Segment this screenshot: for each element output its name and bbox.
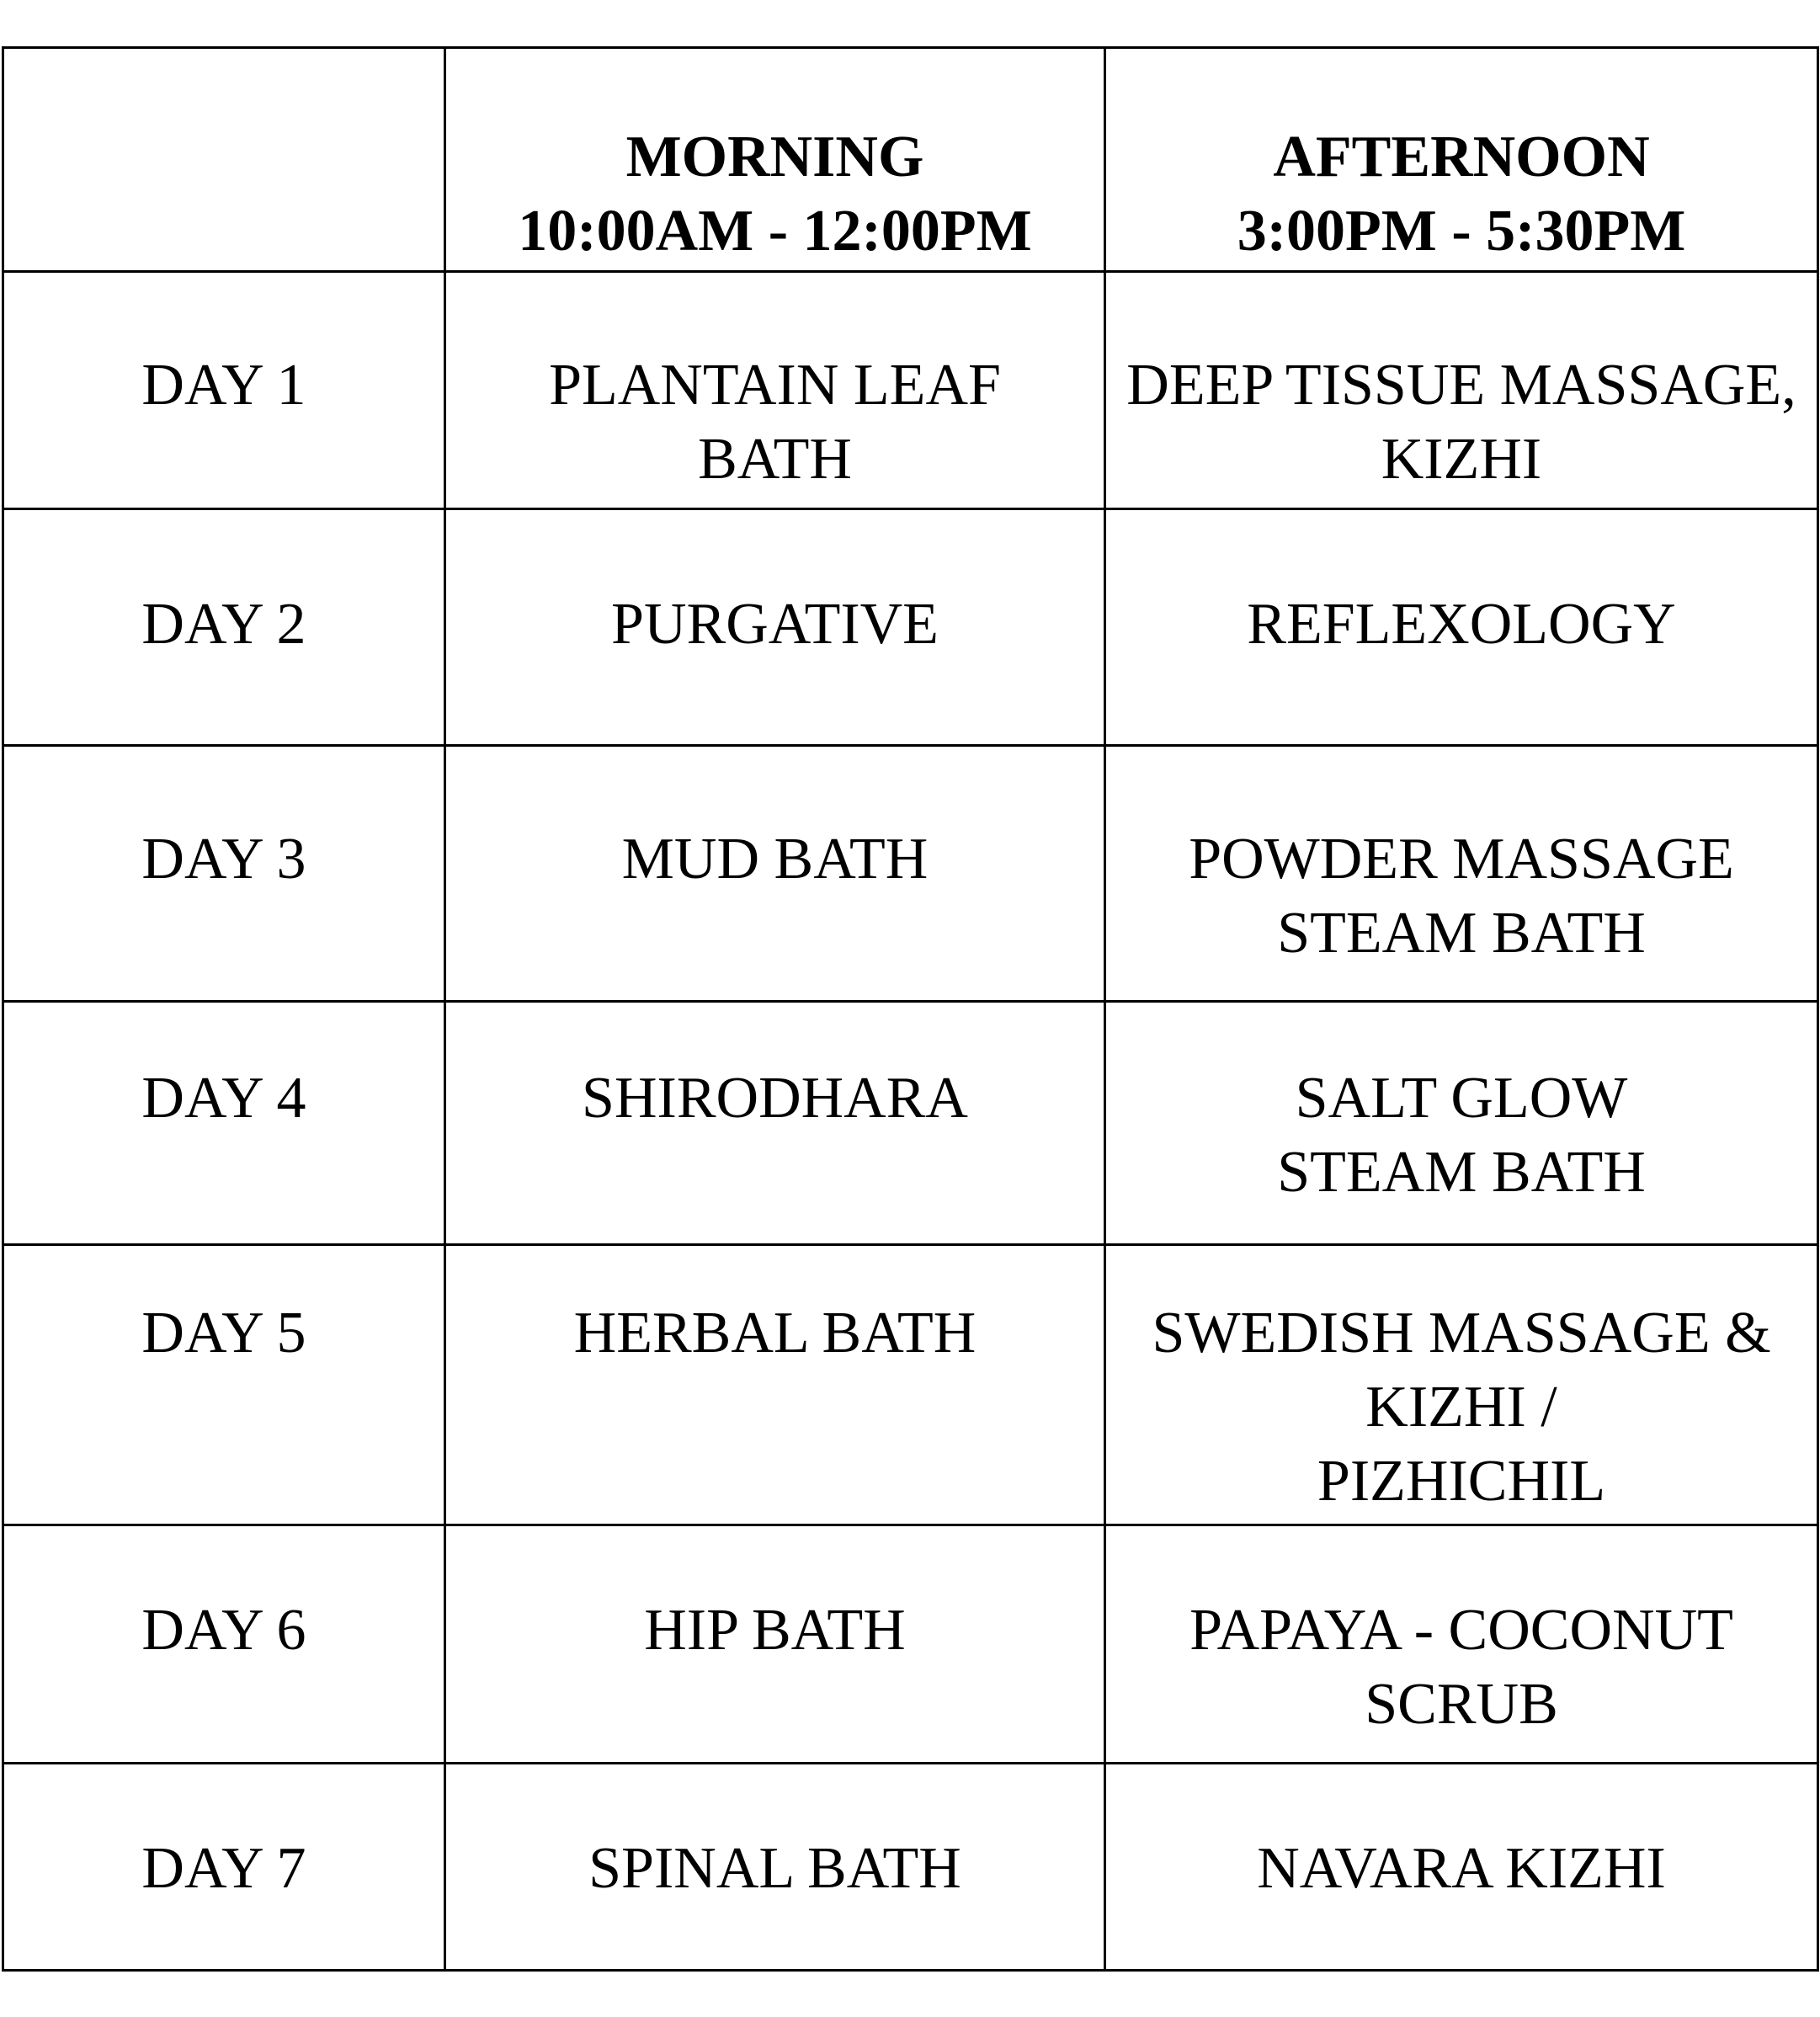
- morning-treatment: SPINAL BATH: [588, 1836, 961, 1901]
- header-corner-cell: [3, 48, 445, 272]
- morning-treatment: PURGATIVE: [611, 592, 939, 657]
- header-row: [3, 48, 1818, 272]
- day-cell: [3, 1245, 445, 1525]
- table-row: [3, 272, 1818, 509]
- morning-treatment: PLANTAIN LEAF: [549, 353, 1001, 418]
- afternoon-treatment: SCRUB: [1365, 1672, 1558, 1737]
- day-label: DAY 6: [141, 1598, 306, 1663]
- morning-cell: [445, 509, 1105, 746]
- table-row: [3, 1245, 1818, 1525]
- afternoon-treatment: KIZHI: [1381, 427, 1542, 492]
- day-label: DAY 7: [141, 1836, 306, 1901]
- day-label: DAY 5: [141, 1301, 306, 1365]
- afternoon-treatment: SWEDISH MASSAGE &: [1152, 1301, 1771, 1365]
- day-cell: [3, 1002, 445, 1245]
- afternoon-title: AFTERNOON: [1273, 125, 1650, 189]
- afternoon-cell: [1105, 509, 1818, 746]
- day-cell: [3, 746, 445, 1002]
- morning-cell: [445, 1764, 1105, 1971]
- header-morning-cell: [445, 48, 1105, 272]
- table-row: [3, 509, 1818, 746]
- afternoon-time: 3:00PM - 5:30PM: [1237, 199, 1686, 263]
- morning-time: 10:00AM - 12:00PM: [518, 199, 1032, 263]
- header-afternoon-cell: [1105, 48, 1818, 272]
- afternoon-treatment: NAVARA KIZHI: [1257, 1836, 1666, 1901]
- afternoon-cell: [1105, 1245, 1818, 1525]
- day-cell: [3, 1525, 445, 1764]
- day-cell: [3, 509, 445, 746]
- day-label: DAY 3: [141, 827, 306, 891]
- table-row: [3, 746, 1818, 1002]
- morning-treatment: SHIRODHARA: [582, 1066, 968, 1131]
- afternoon-treatment: PIZHICHIL: [1317, 1449, 1606, 1514]
- afternoon-treatment: STEAM BATH: [1277, 901, 1646, 966]
- morning-treatment: MUD BATH: [621, 827, 929, 891]
- afternoon-treatment: STEAM BATH: [1277, 1140, 1646, 1205]
- morning-cell: [445, 1525, 1105, 1764]
- day-label: DAY 4: [141, 1066, 306, 1131]
- afternoon-cell: [1105, 1525, 1818, 1764]
- afternoon-treatment: KIZHI /: [1365, 1375, 1557, 1440]
- afternoon-cell: [1105, 272, 1818, 509]
- morning-cell: [445, 1002, 1105, 1245]
- day-cell: [3, 1764, 445, 1971]
- day-label: DAY 2: [141, 592, 306, 657]
- morning-treatment: BATH: [698, 427, 852, 492]
- morning-treatment: HIP BATH: [644, 1598, 906, 1663]
- day-cell: [3, 272, 445, 509]
- afternoon-treatment: REFLEXOLOGY: [1247, 592, 1676, 657]
- table-row: [3, 1525, 1818, 1764]
- morning-cell: [445, 1245, 1105, 1525]
- afternoon-cell: [1105, 1764, 1818, 1971]
- afternoon-treatment: DEEP TISSUE MASSAGE,: [1126, 353, 1796, 418]
- afternoon-treatment: PAPAYA - COCONUT: [1189, 1598, 1733, 1663]
- morning-cell: [445, 272, 1105, 509]
- morning-treatment: HERBAL BATH: [573, 1301, 977, 1365]
- table-row: [3, 1002, 1818, 1245]
- morning-cell: [445, 746, 1105, 1002]
- day-label: DAY 1: [141, 353, 306, 418]
- afternoon-cell: [1105, 746, 1818, 1002]
- morning-title: MORNING: [625, 125, 924, 189]
- afternoon-treatment: SALT GLOW: [1295, 1066, 1628, 1131]
- afternoon-cell: [1105, 1002, 1818, 1245]
- table-row: [3, 1764, 1818, 1971]
- afternoon-treatment: POWDER MASSAGE: [1189, 827, 1734, 891]
- treatment-schedule-table: [2, 46, 1819, 1972]
